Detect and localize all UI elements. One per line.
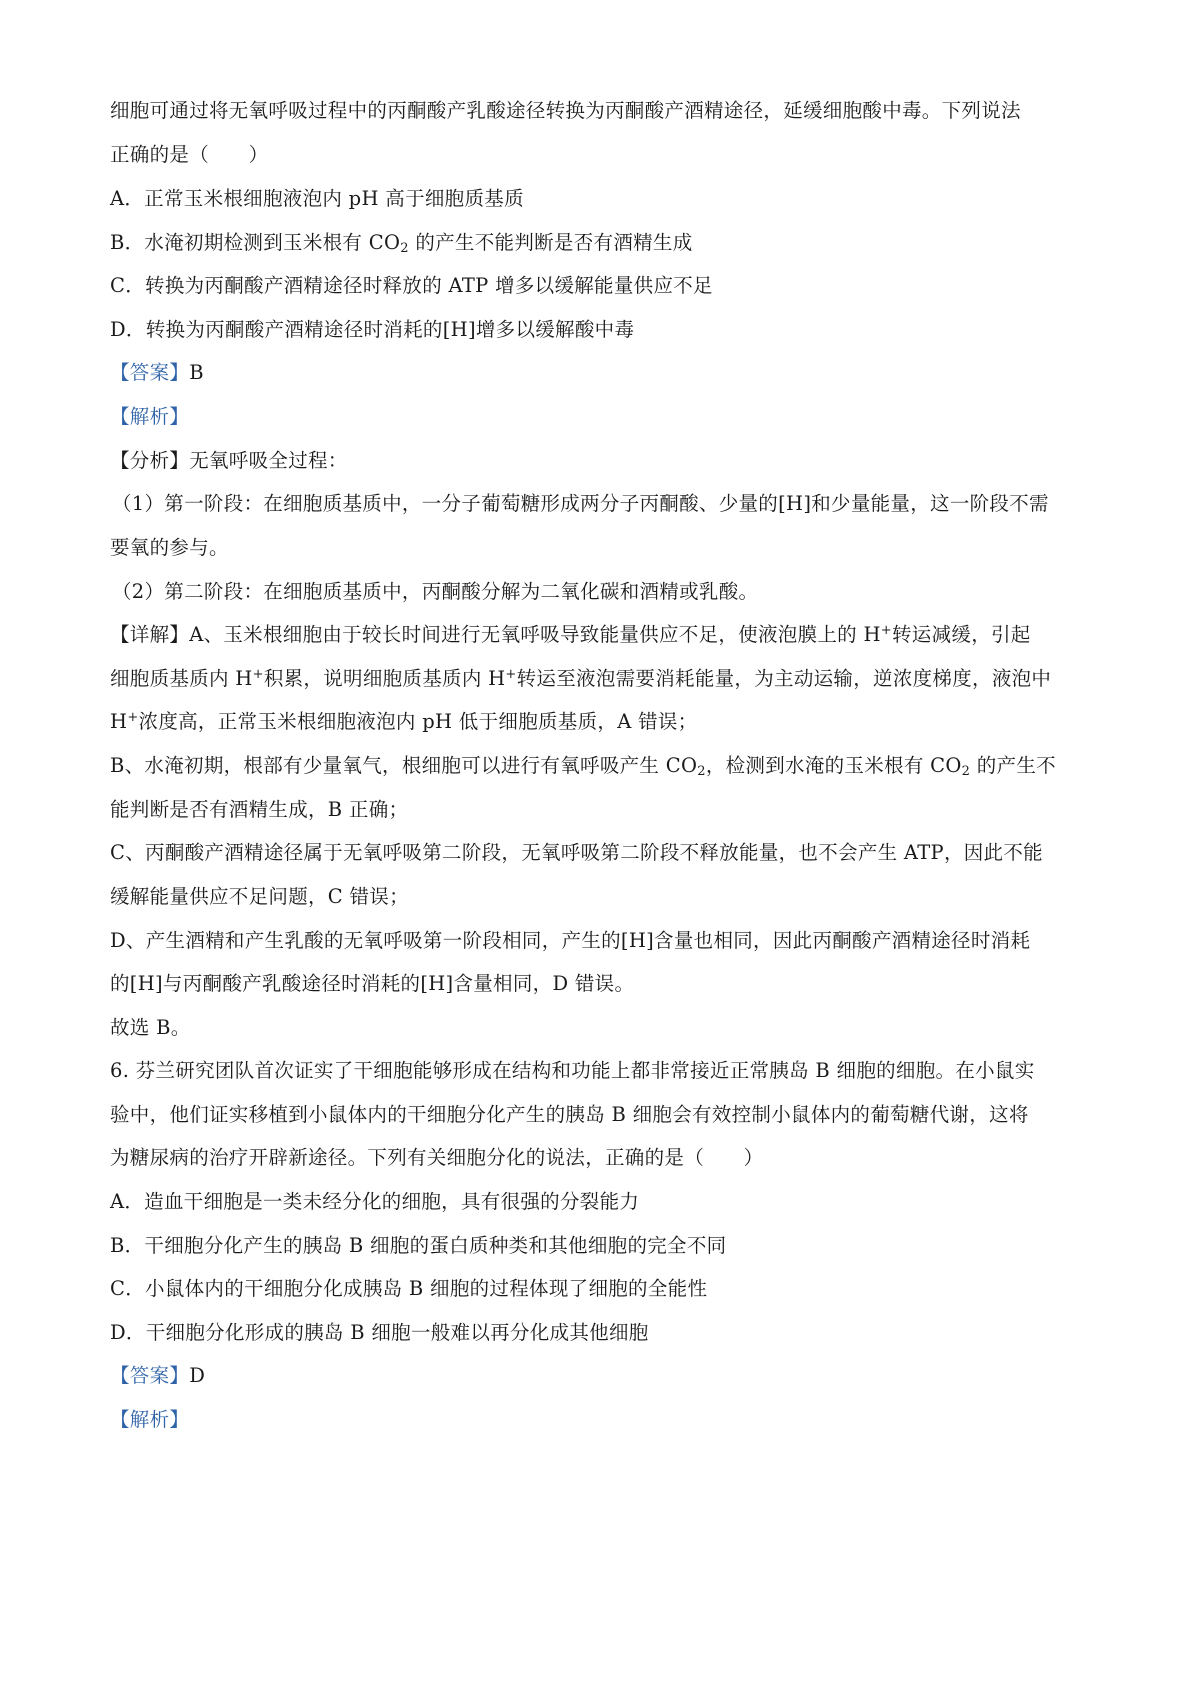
q5-detail-a-line-1: 【详解】A、玉米根细胞由于较长时间进行无氧呼吸导致能量供应不足，使液泡膜上的 H+转运减缓，引起 — [110, 623, 1031, 646]
q5-analysis-heading: 【解析】 — [110, 405, 190, 428]
q6-stem-line-2: 验中，他们证实移植到小鼠体内的干细胞分化产生的胰岛 B 细胞会有效控制小鼠体内的葡萄糖代谢，这将 — [110, 1103, 1029, 1126]
answer-tag: 【答案】 — [110, 361, 190, 384]
q5-fenxi: 【分析】无氧呼吸全过程： — [110, 449, 348, 472]
q5-option-c: C．转换为丙酮酸产酒精途径时释放的 ATP 增多以缓解能量供应不足 — [110, 274, 713, 297]
q5-stem-line-2: 正确的是（ ） — [110, 143, 269, 166]
q5-option-a: A．正常玉米根细胞液泡内 pH 高于细胞质基质 — [110, 187, 524, 210]
q6-option-b: B．干细胞分化产生的胰岛 B 细胞的蛋白质种类和其他细胞的完全不同 — [110, 1234, 727, 1257]
q5-stem-line-1: 细胞可通过将无氧呼吸过程中的丙酮酸产乳酸途径转换为丙酮酸产酒精途径，延缓细胞酸中毒。下列说法 — [110, 99, 1021, 122]
q5-option-d: D．转换为丙酮酸产酒精途径时消耗的[H]增多以缓解酸中毒 — [110, 318, 635, 341]
q5-stage-1-line-2: 要氧的参与。 — [110, 536, 229, 559]
q5-option-b: B．水淹初期检测到玉米根有 $CO_2$ 的产生不能判断是否有酒精生成 — [110, 231, 693, 256]
q5-detail-a-line-2: 细胞质基质内 H+积累，说明细胞质基质内 H+转运至液泡需要消耗能量，为主动运输，逆浓度梯度，液泡中 — [110, 667, 1052, 690]
q6-stem-line-3: 为糖尿病的治疗开辟新途径。下列有关细胞分化的说法，正确的是（ ） — [110, 1146, 764, 1169]
q5-stage-1-line-1: （1）第一阶段：在细胞质基质中，一分子葡萄糖形成两分子丙酮酸、少量的[H]和少量能量，这一阶段不需 — [112, 492, 1049, 515]
q6-analysis-heading: 【解析】 — [110, 1408, 190, 1431]
q5-stage-2: （2）第二阶段：在细胞质基质中，丙酮酸分解为二氧化碳和酒精或乳酸。 — [112, 580, 759, 603]
q5-detail-c-line-1: C、丙酮酸产酒精途径属于无氧呼吸第二阶段，无氧呼吸第二阶段不释放能量，也不会产生 ATP，因此不能 — [110, 841, 1043, 864]
q5-detail-b-line-2: 能判断是否有酒精生成，B 正确； — [110, 798, 409, 821]
q5-detail-b-line-1: B、水淹初期，根部有少量氧气，根细胞可以进行有氧呼吸产生 $CO_2$，检测到水淹的玉米根有 $CO_2$ 的产生不 — [110, 754, 1056, 779]
q5-detail-d-line-2: 的[H]与丙酮酸产乳酸途径时消耗的[H]含量相同，D 错误。 — [110, 972, 635, 995]
q6-option-c: C．小鼠体内的干细胞分化成胰岛 B 细胞的过程体现了细胞的全能性 — [110, 1277, 708, 1300]
q5-conclusion: 故选 B。 — [110, 1016, 191, 1039]
q6-stem-line-1: 6. 芬兰研究团队首次证实了干细胞能够形成在结构和功能上都非常接近正常胰岛 B 细胞的细胞。在小鼠实 — [110, 1059, 1035, 1082]
q6-option-a: A．造血干细胞是一类未经分化的细胞，具有很强的分裂能力 — [110, 1190, 640, 1213]
q5-detail-d-line-1: D、产生酒精和产生乳酸的无氧呼吸第一阶段相同，产生的[H]含量也相同，因此丙酮酸产酒精途径时消耗 — [110, 929, 1031, 952]
q6-answer: 【答案】D — [110, 1364, 206, 1387]
q5-detail-a-line-3: H+浓度高，正常玉米根细胞液泡内 pH 低于细胞质基质，A 错误； — [110, 710, 698, 733]
q5-detail-c-line-2: 缓解能量供应不足问题，C 错误； — [110, 885, 409, 908]
q5-answer: 【答案】B — [110, 361, 204, 384]
q6-option-d: D．干细胞分化形成的胰岛 B 细胞一般难以再分化成其他细胞 — [110, 1321, 649, 1344]
